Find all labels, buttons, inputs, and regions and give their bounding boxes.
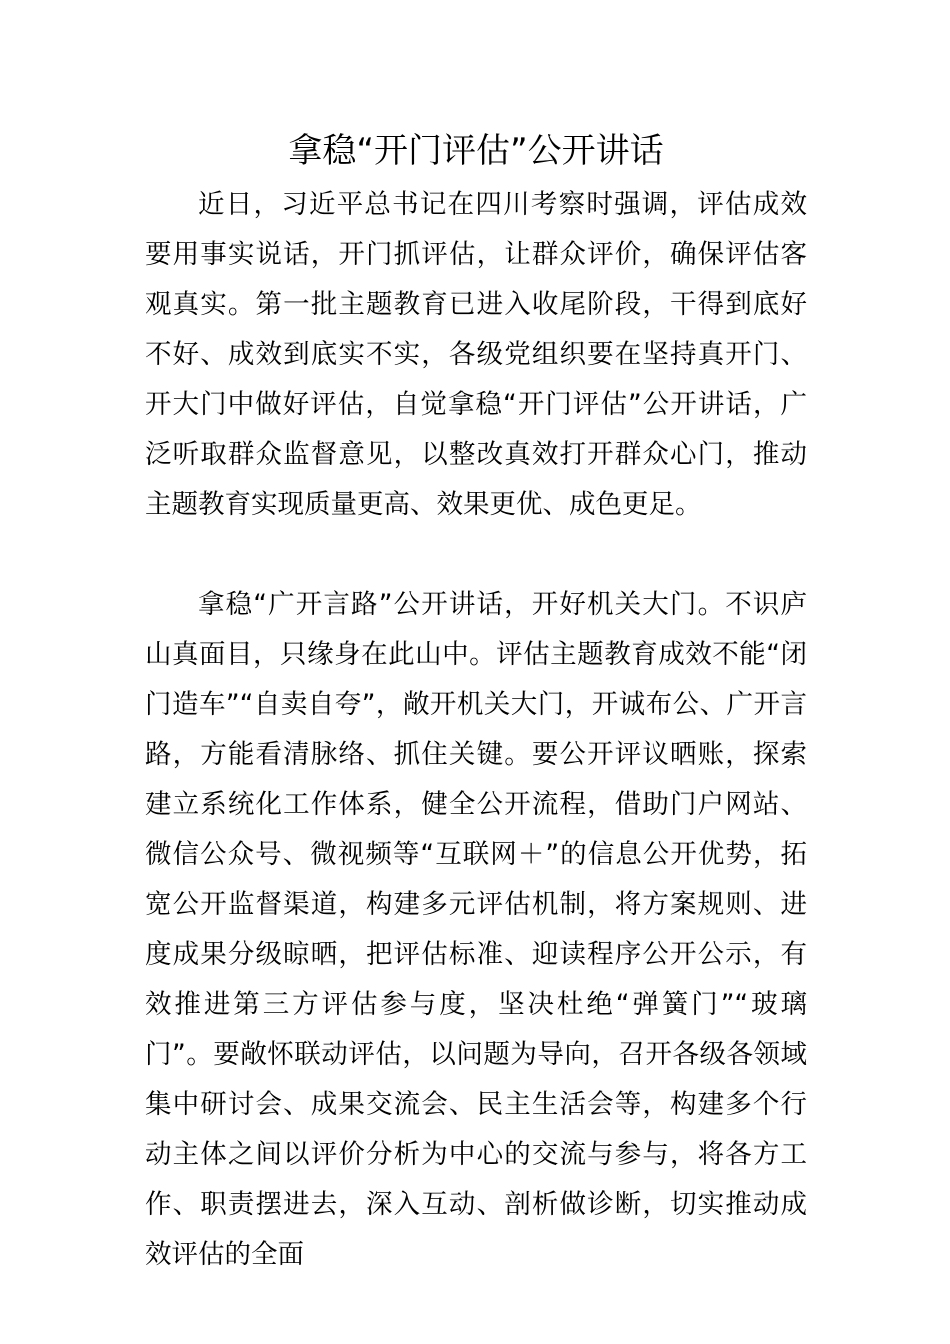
document-title: 拿稳“开门评估”公开讲话 — [288, 131, 664, 171]
paragraph-2: 拿稳“广开言路”公开讲话，开好机关大门。不识庐山真面目，只缘身在此山中。评估主题教育成效不能“闭门造车”“自卖自夸”，敞开机关大门，开诚布公、广开言路，方能看清脉络、抓住关键。要公开评议晒账，探索建立系统化工作体系，健全公开流程，借助门户网站、微信公众号、微视频等“互联网＋”的信息公开优势，拓宽公开监督渠道，构建多元评估机制，将方案规则、进度成果分级晾晒，把评估标准、迎读程序公开公示，有效推进第三方评估参与度，坚决杜绝“弹簧门”“玻璃门”。要敞怀联动评估，以问题为导向，召开各级各领域集中研讨会、成果交流会、民主生活会等，构建多个行动主体之间以评价分析为中心的交流与参与，将各方工作、职责摆进去，深入互动、剖析做诊断，切实推动成效评估的全面 — [145, 589, 807, 1270]
document-page — [145, 128, 807, 1280]
paragraph-1: 近日，习近平总书记在四川考察时强调，评估成效要用事实说话，开门抓评估，让群众评价，确保评估客观真实。第一批主题教育已进入收尾阶段，干得到底好不好、成效到底实不实，各级党组织要在坚持真开门、开大门中做好评估，自觉拿稳“开门评估”公开讲话，广泛听取群众监督意见，以整改真效打开群众心门，推动主题教育实现质量更高、效果更优、成色更足。 — [145, 189, 807, 520]
